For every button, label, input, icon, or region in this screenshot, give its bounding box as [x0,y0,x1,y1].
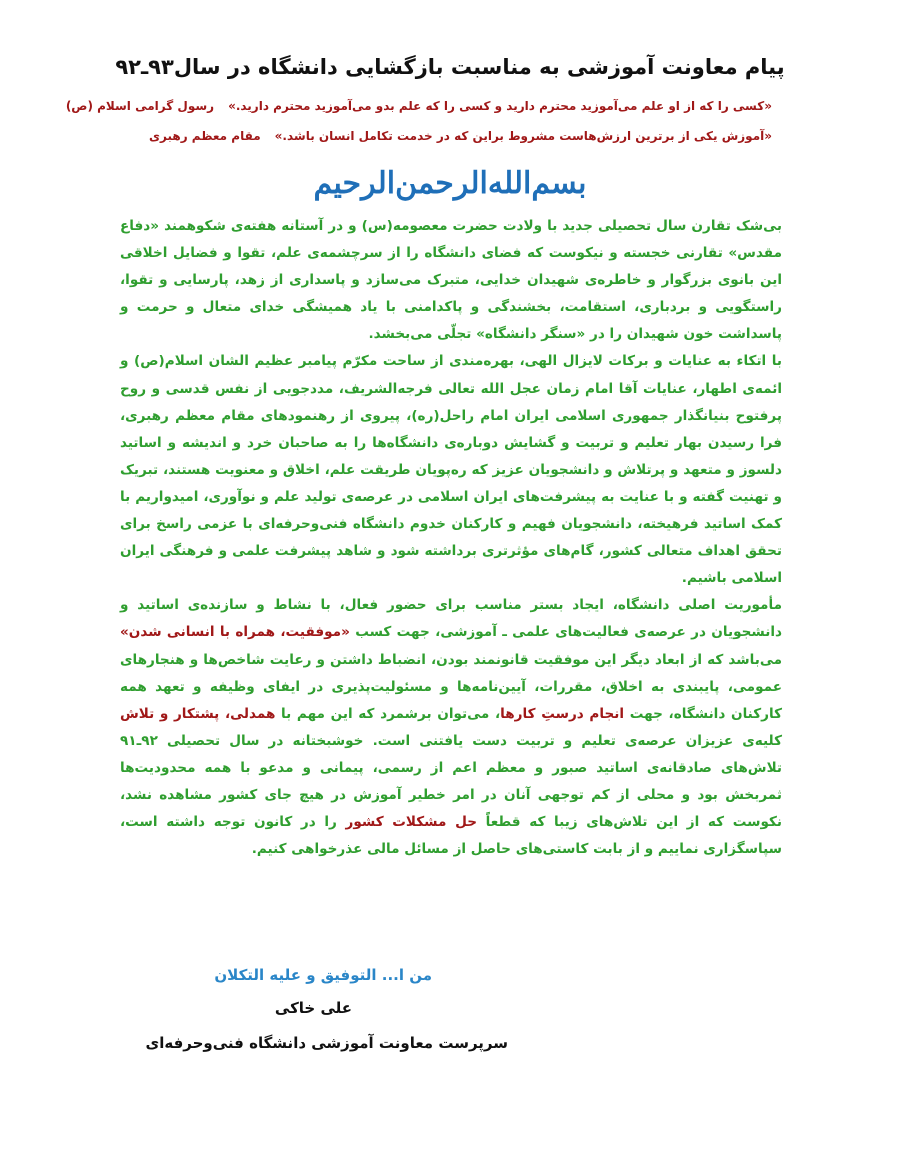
quote-prophet [65,97,772,115]
highlight-success: «موفقیت، همراه با انسانی شدن» [120,624,350,641]
paragraph-mission [120,592,782,863]
paragraph-text: را در کانون توجه داشته است، سپاسگزاری نماییم و از بابت کاستی‌های حاصل از مسائل مالی عذرخواهی کنیم. [120,814,782,858]
signer-position: سرپرست معاونت آموزشی دانشگاه فنی‌وحرفه‌ای [145,1034,508,1052]
signature-block [0,966,900,1066]
paragraph-text: می‌باشد که از ابعاد دیگر این موفقیت قانونمند بودن، انضباط داشتن و رعایت شاخص‌ها و هنجارهای عمومی، پایبندی به اخلاق، مقررات، آیین‌نامه‌ها و مسئولیت‌پذیری در ایفای وظیفه و تعهد همه کارکنان دانشگاه، جهت [120,651,782,722]
paragraph-text: کلیه‌ی عزیزان عرصه‌ی تعلیم و تربیت دست یافتنی است. خوشبختانه در سال تحصیلی ۹۲ـ۹۱ تلاش‌های صادقانه‌ی اساتید صبور و معظم اعم از رسمی، پیمانی و مدعو با همه محدودیت‌ها ثمربخش بود و محلی از کم توجهی آنان در امر خطیر آموزش در هیچ جای کشور مشاهده نشد، نکوست که از این تلاش‌های زیبا که قطعاً [120,732,783,831]
paragraph-text: ، می‌توان برشمرد که این مهم با [275,705,501,722]
quote-text: «آموزش یکی از برترین ارزش‌هاست مشروط براین که در خدمت تکامل انسان باشد.» [274,129,772,143]
quote-leader [110,127,772,145]
paragraph-text: مأموریت اصلی دانشگاه، ایجاد بستر مناسب برای حضور فعال، با نشاط و سازنده‌ی اساتید و دانشجویان در عرصه‌ی فعالیت‌های علمی ـ آموزشی، جهت کسب [120,597,782,641]
highlight-effort: همدلی، پشتکار و تلاش [120,705,276,722]
quote-source: رسول گرامی اسلام (ص) [65,99,215,113]
letter-body [120,213,782,863]
closing-phrase: من ا... التوفیق و علیه التکلان [214,966,432,984]
signer-name: علی خاکی [274,999,352,1017]
quote-text: «کسی را که از او علم می‌آموزید محترم دارید و کسی را که علم بدو می‌آموزید محترم دارید.» [228,99,772,113]
paragraph-congratulation: با اتکاء به عنایات و برکات لایزال الهی، بهره‌مندی از ساحت مکرّم پیامبر عظیم الشان اسلام(ص) و ائمه‌ی اطهار، عنایات آقا امام زمان عجل الله تعالی فرجه‌الشریف، مددجویی از نفس قدسی و روح پرفتوح بنیانگذار جمهوری اسلامی ایران امام راحل(ره)، پیروی از رهنمودهای مقام معظم رهبری، فرا رسیدن بهار تعلیم و تربیت و گشایش دوباره‌ی دانشگاه‌ها را به صاحبان خرد و اندیشه و اساتید دلسوز و متعهد و پرتلاش و دانشجویان عزیز که ره‌پویان طریقت علم، اخلاق و معنویت هستند، تبریک و تهنیت گفته و با عنایت به پیشرفت‌های ایران اسلامی در عرصه‌ی تولید علم و نوآوری، امیدواریم با کمک اساتید فرهیخته، دانشجویان فهیم و کارکنان خدوم دانشگاه فنی‌وحرفه‌ای با عزمی راسخ برای تحقق اهداف متعالی کشور، گام‌های مؤثرتری برداشته شود و شاهد پیشرفت علمی و فرهنگی ایران اسلامی باشیم. [120,353,782,587]
bismillah-calligraphy: بسم‌الله‌الرحمن‌الرحیم [313,166,587,201]
page-title: پیام معاونت آموزشی به مناسبت بازگشایی دانشگاه در سال۹۳ـ۹۲ [115,55,785,79]
highlight-right-work: انجام درستِ کارها [500,705,625,722]
quote-source: مقام معظم رهبری [149,129,261,143]
paragraph-intro: بی‌شک تقارن سال تحصیلی جدید با ولادت حضرت معصومه(س) و در آستانه هفته‌ی شکوهمند «دفاع مقدس» تقارنی خجسته و نیکوست که فضای دانشگاه را از سرچشمه‌ی علم، تقوا و فضایل اخلاقی این بانوی بزرگوار و خاطره‌ی شهیدان خدایی، متبرک می‌سازد و پاسداری از زهد، پارسایی و تقوا، راستگویی و بردباری، استقامت، بخشندگی و پاکدامنی با یاد همیشگی خدای متعال و حرمت و پاسداشت خون شهیدان را در «سنگر دانشگاه» تجلّی می‌بخشد. [120,218,782,343]
highlight-country-problems: حل مشکلات کشور [345,814,477,831]
